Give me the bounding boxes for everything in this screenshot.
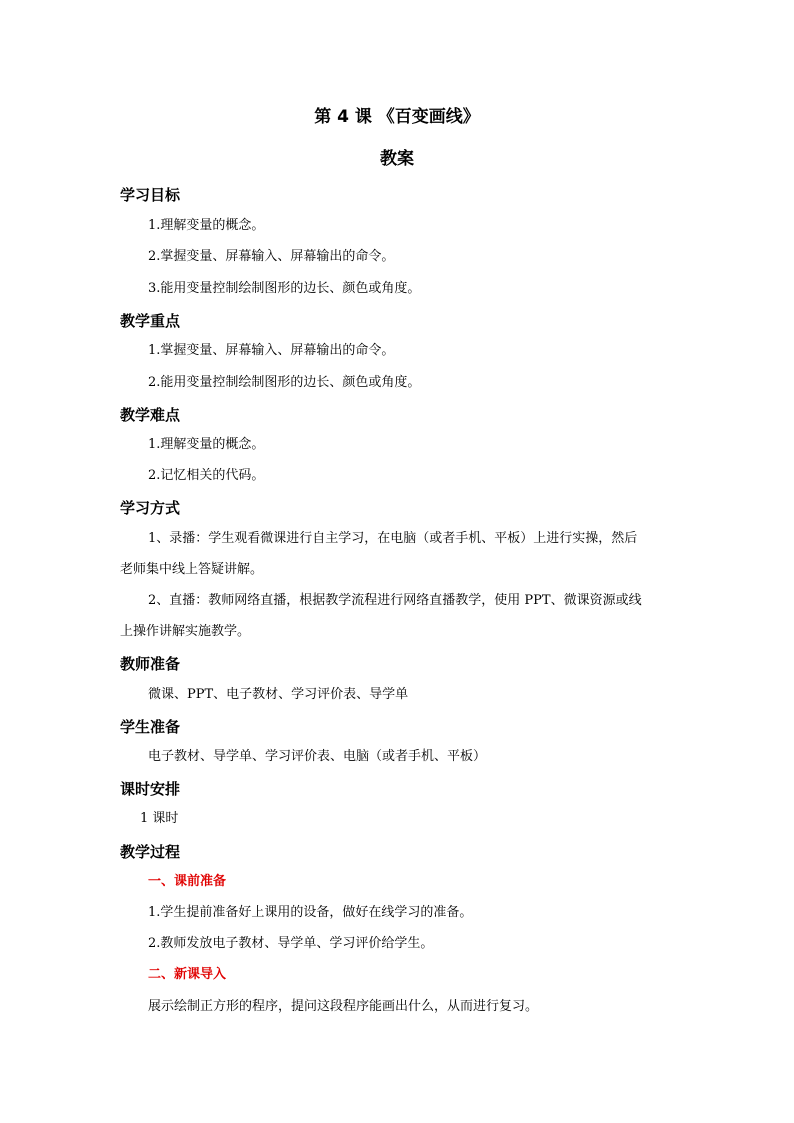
section-heading-key-points: 教学重点 xyxy=(120,312,181,330)
section-heading-methods: 学习方式 xyxy=(120,499,181,517)
student-prep-text: 电子教材、导学单、学习评价表、电脑（或者手机、平板） xyxy=(148,749,487,764)
schedule-text: 1 课时 xyxy=(140,811,179,826)
section-heading-student-prep: 学生准备 xyxy=(120,718,181,736)
difficulty-item: 1.理解变量的概念。 xyxy=(148,437,265,452)
process-item: 2.教师发放电子教材、导学单、学习评价给学生。 xyxy=(148,936,434,951)
difficulty-item: 2.记忆相关的代码。 xyxy=(148,468,265,483)
process-item: 展示绘制正方形的程序，提问这段程序能画出什么，从而进行复习。 xyxy=(148,999,539,1014)
objective-item: 3.能用变量控制绘制图形的边长、颜色或角度。 xyxy=(148,281,421,296)
key-point-item: 1.掌握变量、屏幕输入、屏幕输出的命令。 xyxy=(148,343,395,358)
objective-item: 2.掌握变量、屏幕输入、屏幕输出的命令。 xyxy=(148,249,395,264)
key-point-item: 2.能用变量控制绘制图形的边长、颜色或角度。 xyxy=(148,375,421,390)
process-item: 1.学生提前准备好上课用的设备，做好在线学习的准备。 xyxy=(148,905,473,920)
document-title: 第 4 课 《百变画线》 xyxy=(314,107,480,127)
method-item-line: 老师集中线上答疑讲解。 xyxy=(120,562,264,577)
section-heading-schedule: 课时安排 xyxy=(120,780,181,798)
section-heading-teacher-prep: 教师准备 xyxy=(120,655,181,673)
method-item-line: 2、直播：教师网络直播，根据教学流程进行网络直播教学，使用 PPT、微课资源或线 xyxy=(148,593,642,608)
document-subtitle: 教案 xyxy=(380,149,414,169)
method-item-line: 上操作讲解实施教学。 xyxy=(120,624,251,639)
section-heading-difficulties: 教学难点 xyxy=(120,406,181,424)
process-part-heading: 一、课前准备 xyxy=(148,874,227,889)
section-heading-process: 教学过程 xyxy=(120,843,181,861)
section-heading-objectives: 学习目标 xyxy=(120,186,181,204)
method-item-line: 1、录播：学生观看微课进行自主学习，在电脑（或者手机、平板）上进行实操，然后 xyxy=(148,531,638,546)
teacher-prep-text: 微课、PPT、电子教材、学习评价表、导学单 xyxy=(148,687,409,702)
objective-item: 1.理解变量的概念。 xyxy=(148,218,265,233)
process-part-heading: 二、新课导入 xyxy=(148,967,227,982)
